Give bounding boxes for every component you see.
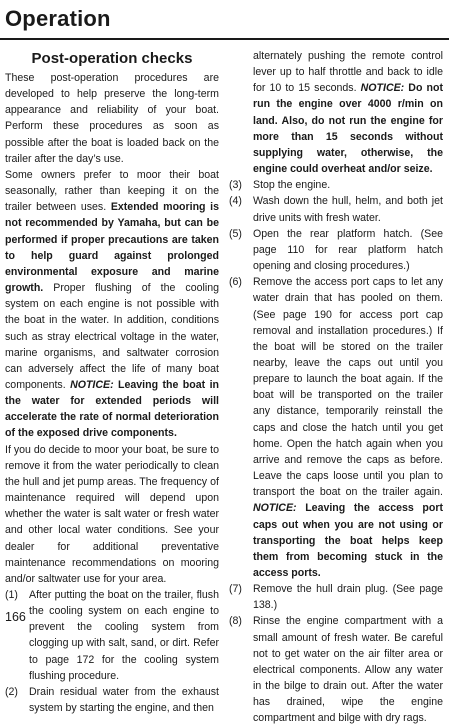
- notice-label: NOTICE:: [65, 378, 114, 391]
- mooring-warning: Extended mooring is not recommended by Yamaha, but can be performed if proper precautions are taken to help guard against prolonged environmental exposure and marine growth.: [5, 201, 220, 295]
- step-3: [229, 177, 443, 193]
- step-number: (5): [229, 227, 242, 240]
- notice-label: NOTICE:: [253, 502, 297, 515]
- step-2-cont-text: alternately pushing the remote control lever up to half throttle and back to idle for 10 to 15 seconds.: [253, 50, 443, 95]
- step-8: [229, 613, 443, 726]
- intro-paragraph: These post-operation procedures are developed to help preserve the long-term appearance and reliability of your boat. Perform these procedures as soon as possible after the boat is loaded back on the trailer after the day’s use.: [5, 72, 219, 165]
- chapter-title: Operation: [5, 6, 111, 31]
- engine-notice-text: Do not run the engine over 4000 r/min on land. Also, do not run the engine for more than 15 seconds without supplying water, otherwise, the engine could overheat and/or seize.: [253, 82, 443, 176]
- mooring-text-a: Some owners prefer to moor their boat seasonally, rather than keeping it on the trailer between uses.: [5, 168, 219, 214]
- header-rule: [0, 38, 449, 40]
- step-6: [229, 274, 443, 581]
- step-number: (7): [229, 583, 242, 596]
- step-text: Open the rear platform hatch. (See page 110 for rear platform hatch opening and closing procedures.): [253, 227, 443, 273]
- page-number: 166: [5, 610, 26, 624]
- step-text: Stop the engine.: [253, 179, 331, 192]
- right-column: [229, 48, 443, 727]
- step-number: (2): [5, 685, 18, 698]
- mooring-notice-text: Leaving the boat in the water for extended periods will accelerate the rate of normal deterioration of the exposed drive components.: [5, 378, 219, 440]
- step-6-text-a: Remove the access port caps to let any water drain that has pooled on them. (See page 190 for access port cap removal and installation procedures.) If the boat will be stored on the trailer nearby, leave the caps out until you prepare to launch the boat again. If the boat will be transported on the trailer any distance, temporarily reinstall the caps and close the hatch until you get home. Open the hatch again when you arrive and remove the caps as before. Leave the caps loose until you plan to transport the boat on the trailer again.: [253, 276, 443, 499]
- step-number: (1): [5, 589, 18, 601]
- step-7: [229, 581, 443, 613]
- step-text: Remove the hull drain plug. (See page 138.): [253, 583, 443, 612]
- step-number: (3): [229, 179, 242, 192]
- step-5: [229, 226, 443, 274]
- access-port-notice-text: Leaving the access port caps out when you are not using or transporting the boat helps keep them from becoming stuck in the access ports.: [253, 502, 443, 579]
- step-number: (6): [229, 276, 242, 289]
- step-text: Drain residual water from the exhaust system by starting the engine, and then: [29, 685, 219, 715]
- step-text: [253, 274, 443, 581]
- step-2: [5, 684, 219, 716]
- page-header: [0, 0, 449, 46]
- left-column: [5, 48, 219, 716]
- step-4: [229, 193, 443, 225]
- maintenance-paragraph: If you do decide to moor your boat, be sure to remove it from the water periodically to clean the hull and jet pump areas. The frequency of maintenance required will depend upon whether the water is salt water or fresh water and other local water conditions. See your dealer for additional preventative maintenance recommendations on mooring and/or saltwater use for your area.: [5, 443, 219, 585]
- step-2-continued: [229, 48, 443, 177]
- mooring-text-c: Proper flushing of the cooling system on each engine is not possible with the boat in the water. In addition, conditions such as stray electrical voltage in the water, marine organisms, and saltwater corrosion can adversely affect the life of many boat components.: [5, 282, 219, 391]
- step-number: (4): [229, 195, 242, 208]
- step-text: Wash down the hull, helm, and both jet drive units with fresh water.: [253, 195, 443, 224]
- step-text: [253, 48, 443, 177]
- step-text: Rinse the engine compartment with a small amount of fresh water. Be careful not to get water on the air filter area or electrical components. Allow any water in the bilge to drain out. After the water has drained, wipe the engine compartment and bilge with dry rags.: [253, 615, 443, 725]
- step-1: [5, 587, 219, 684]
- mooring-paragraph: [5, 167, 219, 442]
- step-number: (8): [229, 615, 242, 628]
- notice-label: NOTICE:: [356, 82, 405, 95]
- step-text: After putting the boat on the trailer, flush the cooling system on each engine to prevent the cooling system from clogging up with salt, sand, or dirt. Refer to page 172 for the cooling system flushing procedure.: [29, 589, 219, 682]
- section-title: Post-operation checks: [31, 50, 193, 67]
